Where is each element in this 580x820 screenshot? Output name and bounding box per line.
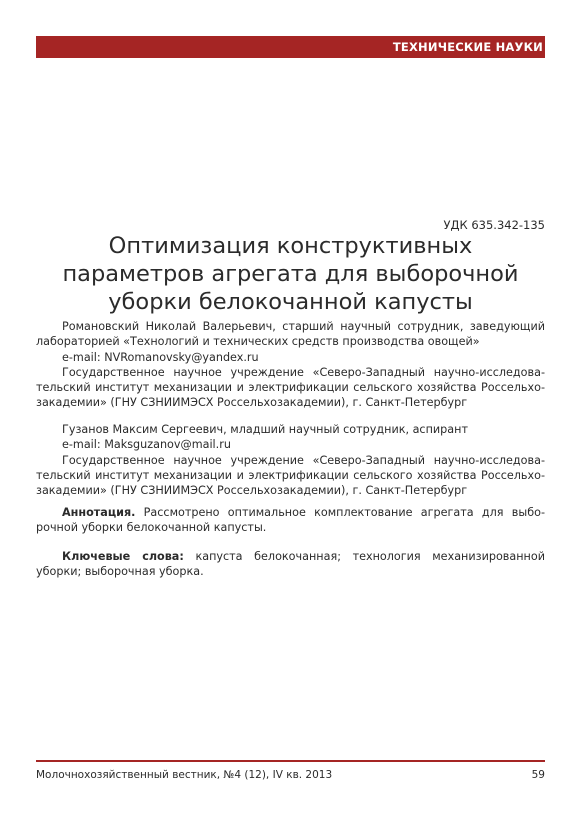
abstract-line: [36, 505, 545, 520]
author-lab-line: лабораторией «Технологий и технических средств производства овощей»: [36, 335, 480, 349]
title-line: параметров агрегата для выборочной: [62, 261, 519, 287]
author-email: e-mail: NVRomanovsky@yandex.ru: [62, 350, 259, 364]
journal-citation: Молочнохозяйственный вестник, №4 (12), IV кв. 2013: [36, 769, 333, 781]
affiliation-line: Государственное научное учреждение «Северо-Западный научно-исследова-: [62, 453, 545, 467]
footer-divider: [36, 760, 545, 762]
affiliation-line: закадемии» (ГНУ СЗНИИМЭСХ Россельхозакадемии), г. Санкт-Петербург: [36, 484, 468, 498]
section-label: ТЕХНИЧЕСКИЕ НАУКИ: [392, 40, 543, 54]
article-title: [36, 232, 545, 316]
author-block-2: [36, 422, 545, 498]
keywords-line: [36, 549, 545, 564]
author-name-line: Романовский Николай Валерьевич, старший научный сотрудник, заведующий: [62, 320, 545, 333]
keywords: [36, 549, 545, 580]
section-header-bar: [36, 36, 545, 58]
abstract-text: Рассмотрено оптимальное комплектование агрегата для выбо-: [135, 506, 545, 519]
author-block-1: [36, 319, 545, 411]
abstract: [36, 505, 545, 536]
abstract-label: Аннотация.: [62, 506, 136, 519]
title-line: Оптимизация конструктивных: [108, 233, 473, 259]
udk-code: УДК 635.342-135: [443, 218, 545, 232]
keywords-text: капуста белокочанная; технология механизированной: [183, 550, 545, 563]
affiliation-line: закадемии» (ГНУ СЗНИИМЭСХ Россельхозакадемии), г. Санкт-Петербург: [36, 396, 468, 410]
affiliation-line: Государственное научное учреждение «Северо-Западный научно-исследова-: [62, 365, 545, 379]
page-number: 59: [531, 769, 545, 781]
affiliation-line: тельский институт механизации и электрификации сельского хозяйства Россельхо-: [36, 468, 545, 482]
title-line: уборки белокочанной капусты: [108, 289, 473, 315]
affiliation-line: тельский институт механизации и электрификации сельского хозяйства Россельхо-: [36, 381, 545, 395]
author-name-line: Гузанов Максим Сергеевич, младший научный сотрудник, аспирант: [62, 423, 468, 436]
keywords-line: уборки; выборочная уборка.: [36, 565, 204, 579]
keywords-label: Ключевые слова:: [62, 550, 184, 563]
abstract-line: рочной уборки белокочанной капусты.: [36, 521, 267, 535]
author-email: e-mail: Maksguzanov@mail.ru: [62, 438, 231, 452]
